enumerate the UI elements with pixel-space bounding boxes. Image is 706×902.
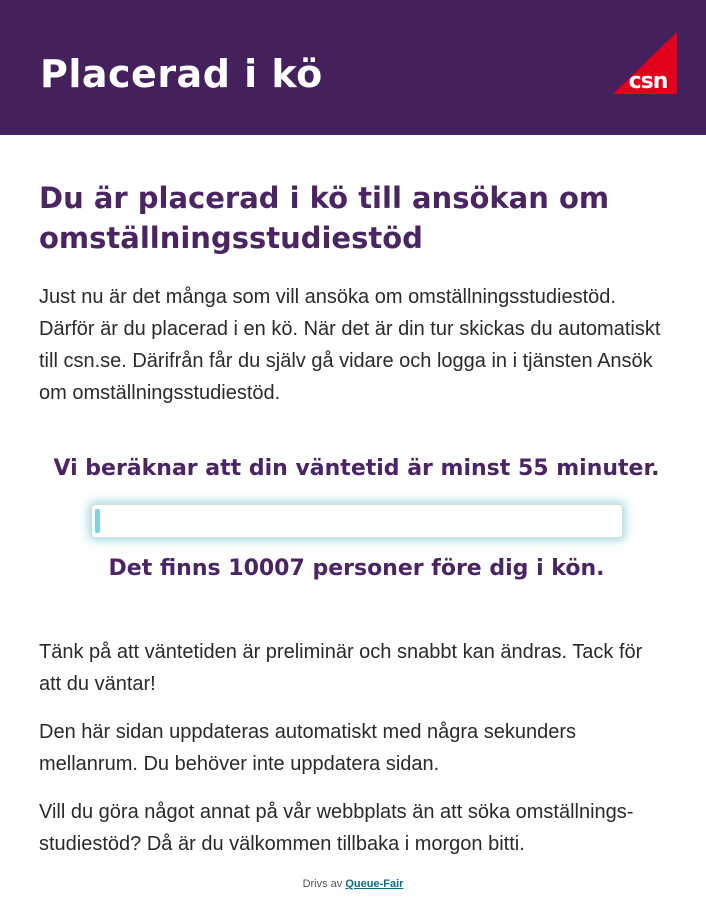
main-content [0, 178, 706, 890]
note-preliminary: Tänk på att väntetiden är preliminär och snabbt kan ändras. Tack för att du väntar! [39, 641, 643, 695]
footer [0, 878, 706, 890]
queue-progress-wrap [91, 504, 670, 538]
intro-text: Just nu är det många som vill ansöka om omställningsstudiestöd. Därför är du placerad i en kö. När det är din tur skickas du automatiskt till csn.se. Därifrån får du själv gå vidare och logga in i tjänsten Ansök om omställningsstudiestöd. [39, 286, 661, 404]
queue-fair-link[interactable]: Queue-Fair [345, 878, 404, 890]
csn-logo [613, 32, 677, 94]
queue-progress-fill [95, 509, 100, 533]
note-come-back: Vill du göra något annat på vår webbplats än att söka omställnings-studiestöd? Då är du välkommen tillbaka i morgon bitti. [39, 801, 634, 855]
queue-progress-bar [91, 504, 623, 538]
queue-headline: Du är placerad i kö till ansökan om omställningsstudiestöd [39, 181, 610, 255]
logo-text: csn [628, 69, 668, 94]
wait-time-message [39, 454, 670, 484]
powered-by-label: Drivs av [302, 878, 343, 890]
wait-time-text: Vi beräknar att din väntetid är minst 55 minuter. [53, 456, 660, 481]
page-title: Placerad i kö [40, 52, 323, 96]
note-auto-refresh: Den här sidan uppdateras automatiskt med några sekunders mellanrum. Du behöver inte uppdatera sidan. [39, 721, 576, 775]
queue-position-message: Det finns 10007 personer före dig i kön. [108, 556, 605, 581]
page-header [0, 0, 706, 135]
info-notes [39, 636, 670, 860]
